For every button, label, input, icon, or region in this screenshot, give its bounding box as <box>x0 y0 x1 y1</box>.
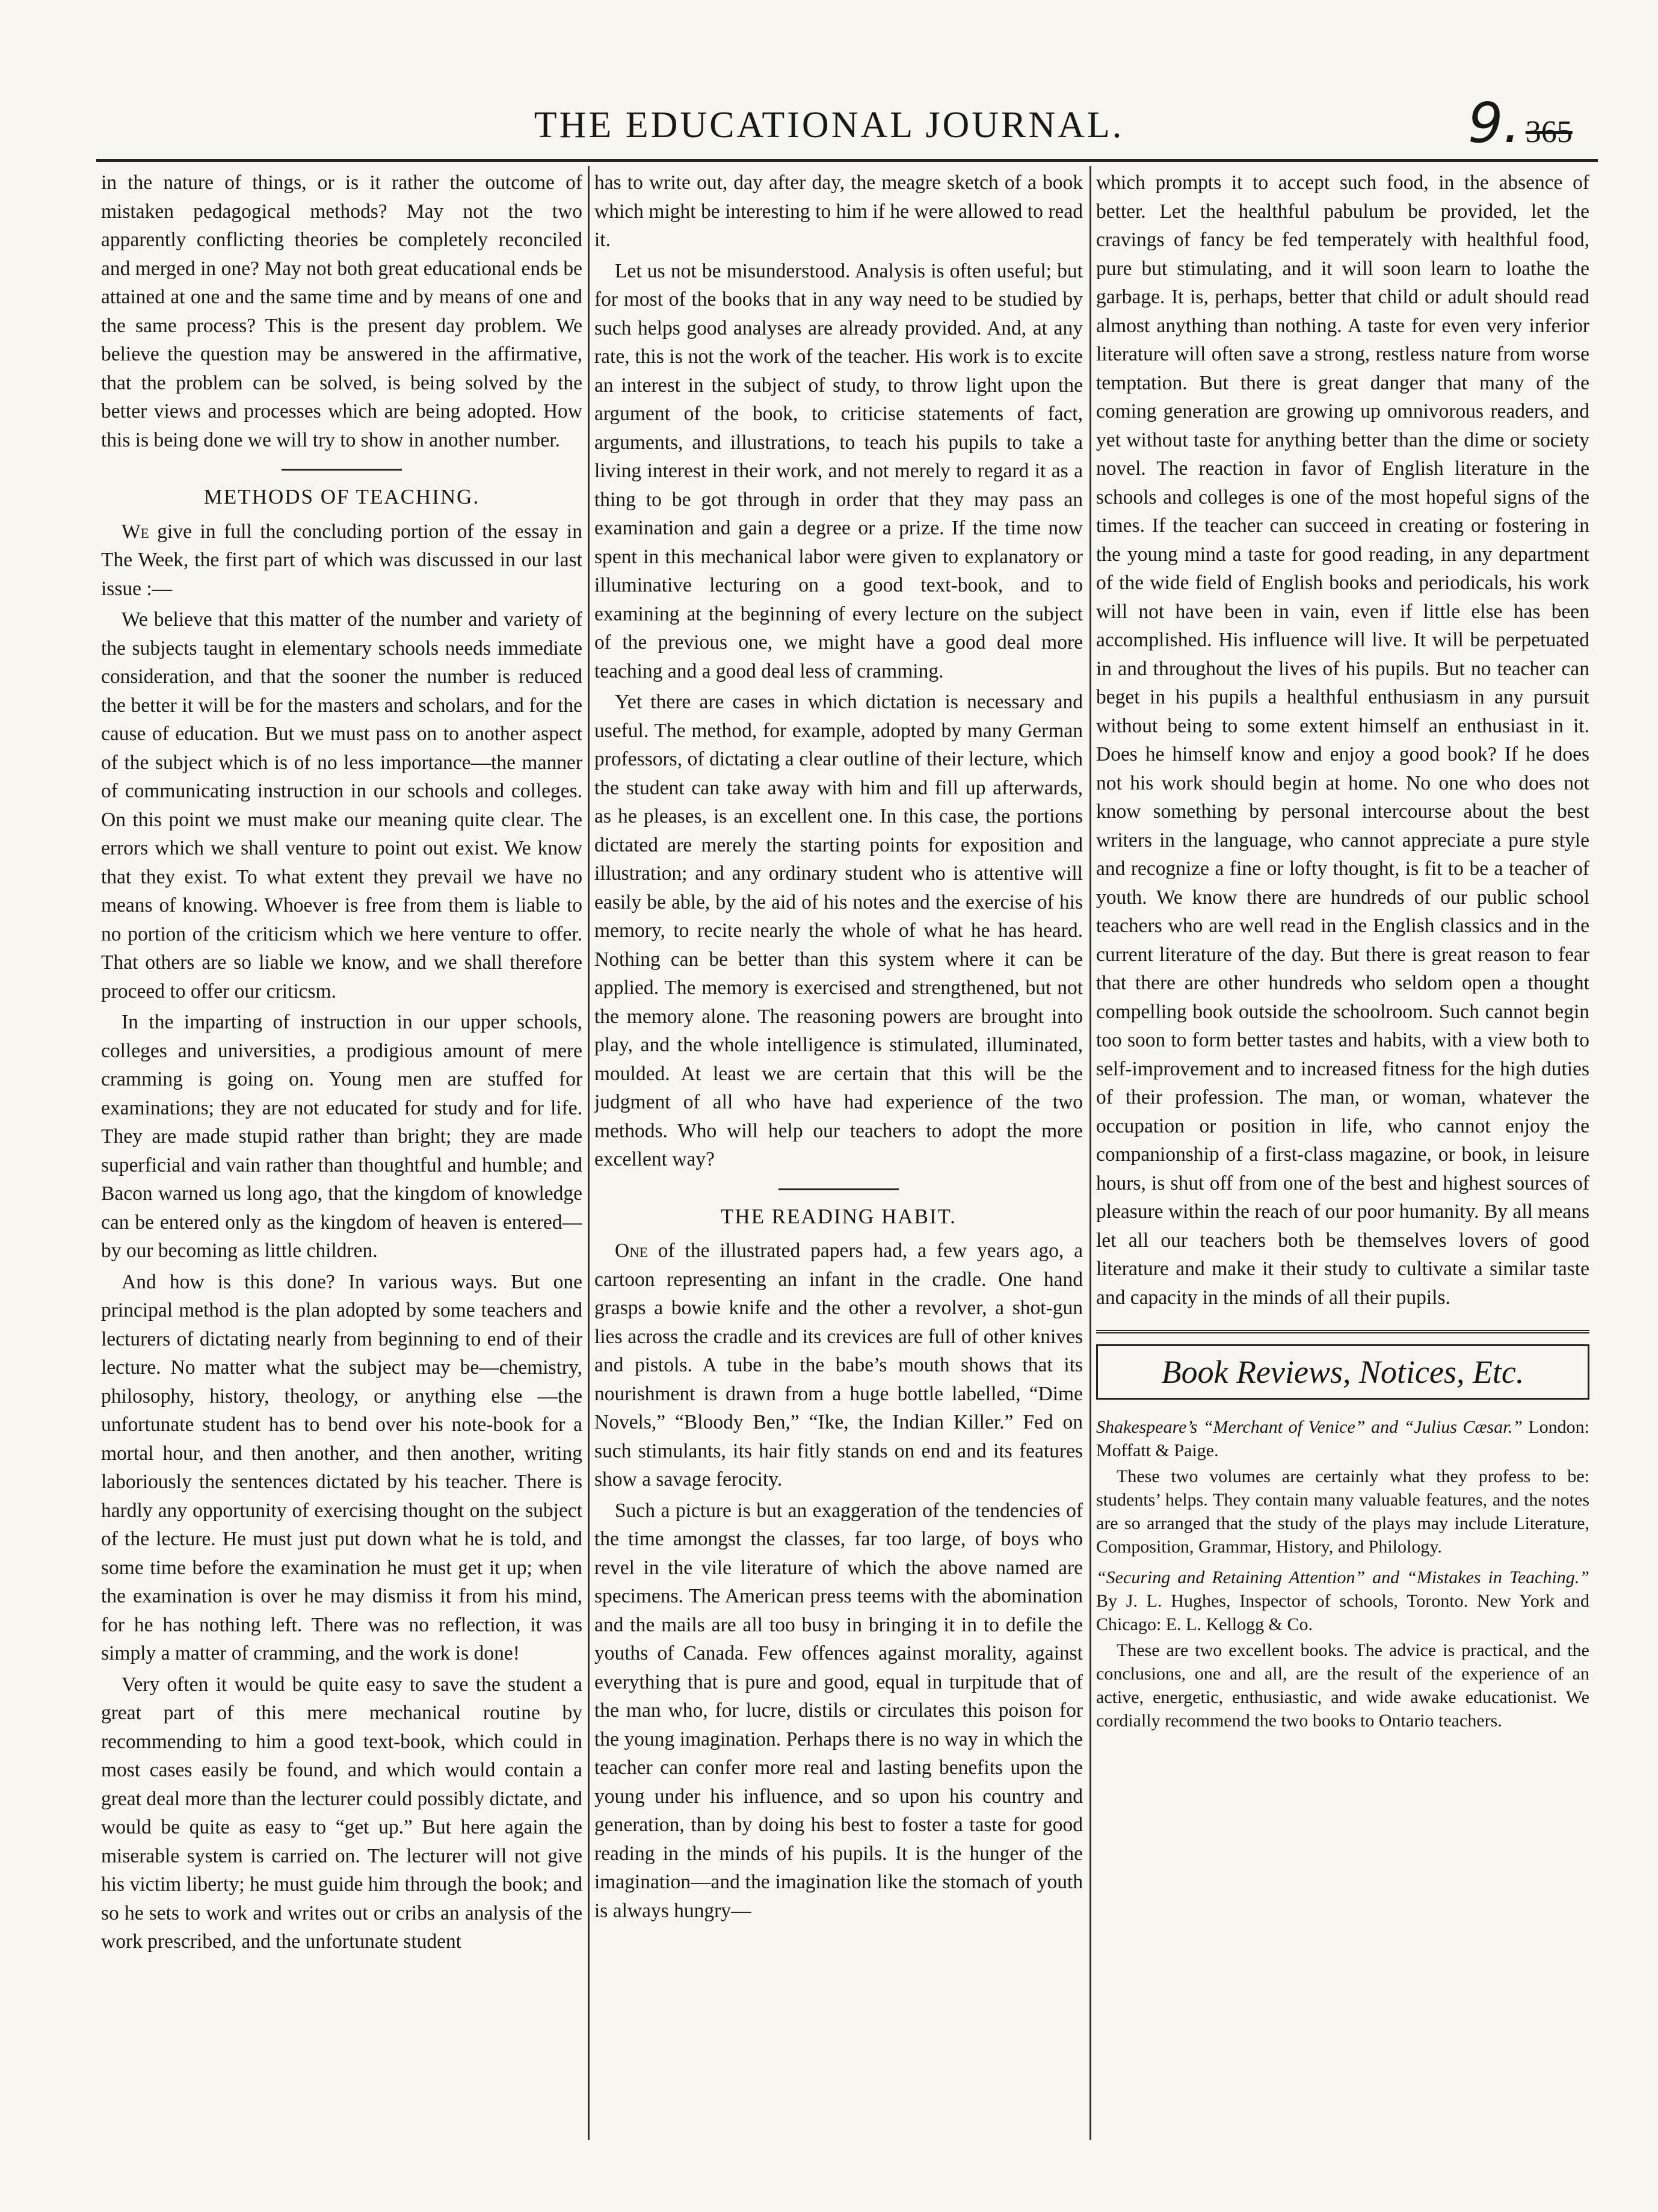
review-book-title: Shakespeare’s “Merchant of Venice” and “Julius Cæsar.” <box>1096 1417 1523 1437</box>
paragraph: Yet there are cases in which dictation is necessary and useful. The method, for example, adopted by many German professors, of dictating a clear outline of their lecture, which the student can take away with him and fill up afterwards, as he pleases, is an excellent one. In this case, the portions dictated are merely the starting points for exposition and illustration; and any ordinary student who is attentive will easily be able, by the aid of his notes and the exercise of his memory, to recite nearly the whole of what he has heard. Nothing can be better than this system where it can be applied. The memory is exercised and strengthened, but not the memory alone. The reasoning powers are brought into play, and the whole intelligence is stimulated, illuminated, moulded. At least we are certain that this will be the judgment of all who have had experience of the two methods. Who will help our teachers to adopt the more excellent way? <box>594 691 1083 1170</box>
heading-reading-habit: THE READING HABIT. <box>720 1204 957 1228</box>
struck-page-number: 365 <box>1525 115 1573 149</box>
section-separator <box>778 1188 899 1190</box>
double-rule <box>1096 1330 1589 1333</box>
column-divider-2 <box>1089 166 1091 2140</box>
review-title <box>1096 1566 1589 1636</box>
review-body: These are two excellent books. The advice is practical, and the conclusions, one and all, are the result of the experience of an active, energetic, enthusiastic, and wide awake educationist. We cordially recommend the two books to Ontario teachers. <box>1096 1640 1589 1731</box>
small-caps-word: One <box>615 1240 648 1262</box>
paragraph: And how is this done? In various ways. But one principal method is the plan adopted by some teachers and lecturers of dictating nearly from beginning to end of their lecture. No matter what the subject may be—chemistry, philosophy, history, theology, or anything else —the unfortunate student has to bend over his note-book for a mortal hour, and then another, and then another, writing laboriously the sentences dictated by his teacher. There is hardly any opportunity of exercising thought on the subject of the lecture. He must just put down what he is told, and some time before the examination he must get it up; when the examination is over he may dismiss it from his mind, for he has nothing left. There was no reflection, it was simply a matter of cramming, and the work is done! <box>101 1270 582 1664</box>
journal-masthead: THE EDUCATIONAL JOURNAL. <box>534 105 1124 146</box>
small-caps-word: We <box>122 520 149 543</box>
review-entry <box>1096 1566 1589 1732</box>
paragraph <box>101 517 582 604</box>
paragraph: We believe that this matter of the number and variety of the subjects taught in elementary schools needs immediate consideration, and that the sooner the number is reduced the better it will be for the masters and scholars, and for the cause of education. But we must pass on to another aspect of the subject which is of no less importance—the manner of communicating instruction in our schools and colleges. On this point we must make our meaning quite clear. The errors which we shall venture to point out exist. We know that they exist. To what extent they prevail we have no means of knowing. Whoever is free from them is liable to no portion of the criticism which we here venture to offer. That others are so liable we know, and we shall therefore proceed to offer our criticsm. <box>101 608 582 1003</box>
paragraph-text: of the illustrated papers had, a few years ago, a cartoon representing an infant in the cradle. One hand grasps a bowie knife and the other a revolver, a shot-gun lies across the cradle and its crevices are full of other knives and pistols. A tube in the babe’s mouth shows that its nourishment is drawn from a huge bottle labelled, “Dime Novels,” “Bloody Ben,” “Ike, the Indian Killer.” Fed on such stimulants, its hair fitly stands on end and its features show a savage ferocity. <box>594 1240 1083 1491</box>
paragraph: Such a picture is but an exaggeration of the tendencies of the time amongst the classes, far too large, of boys who revel in the vile literature of which the above named are specimens. The American press teems with the abomination and the mails are all too busy in bringing it in to defile the youths of Canada. Few offences against morality, against everything that is pure and good, equal in turpitude that of the man who, for lucre, distils or circulates this poison for the young imagination. Perhaps there is no way in which the teacher can confer more real and lasting benefits upon the young under his influence, and so upon his country and generation, than by doing his best to foster a taste for good reading in the minds of his pupils. It is the hunger of the imagination—and the imagination like the stomach of youth is always hungry— <box>594 1499 1083 1922</box>
handwritten-page-number: 9. <box>1468 91 1521 155</box>
paragraph <box>594 1237 1083 1494</box>
book-reviews-banner: Book Reviews, Notices, Etc. <box>1096 1344 1589 1400</box>
paragraph: In the imparting of instruction in our upper schools, colleges and universities, a prodigious amount of mere cramming is going on. Young men are stuffed for examinations; they are not educated for study and for life. They are made stupid rather than bright; they are made superficial and vain rather than thoughtful and humble; and Bacon warned us long ago, that the kingdom of knowledge can be entered only as the kingdom of heaven is entered—by our becoming as little children. <box>101 1011 582 1262</box>
column-divider-1 <box>588 166 590 2140</box>
paragraph: which prompts it to accept such food, in the absence of better. Let the healthful pabulum be provided, let the cravings of fancy be fed temperately with healthful food, pure but stimulating, and it will soon learn to loathe the garbage. It is, perhaps, better that child or adult should read almost anything than nothing. A taste for even very inferior literature will often save a strong, restless nature from worse temptation. But there is great danger that many of the coming generation are growing up omnivorous readers, and yet without taste for anything better than the dime or society novel. The reaction in favor of English literature in the schools and colleges is one of the most hopeful signs of the times. If the teacher can succeed in creating or fostering in the young mind a taste for good reading, in any department of the wide field of English books and periodicals, his work will not have been in vain, even if little else has been accomplished. His influence will live. It will be perpetuated in and throughout the lives of his pupils. But no teacher can beget in his pupils a healthful enthusiasm in any pursuit without being to some extent himself an enthusiast in it. Does he himself know and enjoy a good book? If he does not his work should begin at home. No one who does not know something by personal intercourse about the best writers in the language, who cannot appreciate a pure style and recognize a fine or lofty thought, is fit to be a teacher of youth. We know there are hundreds of our public school teachers who are well read in the English classics and in the current literature of the day. But there is great reason to fear that there are other hundreds who seldom open a thought compelling book outside the schoolroom. Such cannot begin too soon to form better tastes and habits, with a view both to self-improvement and to increased fitness for the high duties of their profession. The man, or woman, whatever the occupation or position in life, who cannot enjoy the companionship of a first-class magazine, or book, in leisure hours, is shut off from one of the best and highest sources of pleasure within the reach of our poor humanity. By all means let all our teachers both be themselves lovers of good literature and make it their study to cultivate a similar taste and capacity in the minds of all their pupils. <box>1096 171 1589 1309</box>
review-book-title: “Securing and Retaining Attention” and “Mistakes in Teaching.” <box>1096 1568 1589 1587</box>
review-publisher: London: Moffatt & Paige. <box>1096 1417 1589 1460</box>
column-1 <box>101 168 582 2148</box>
paragraph: Let us not be misunderstood. Analysis is often useful; but for most of the books that in any way need to be studied by such helps good analyses are already provided. And, at any rate, this is not the work of the teacher. His work is to excite an interest in the subject of study, to throw light upon the argument of the book, to criticise statements of fact, arguments, and illustrations, to teach his pupils to take a living interest in their work, and not merely to regard it as a thing to be got through in order that they may pass an examination and gain a degree or a prize. If the time now spent in this mechanical labor were given to explanatory or illuminative lecturing on a good text-book, and to examining at the beginning of every lecture on the subject of the previous one, we might have a good deal more teaching and a good deal less of cramming. <box>594 259 1083 682</box>
section-separator <box>282 469 402 471</box>
review-entry <box>1096 1415 1589 1559</box>
paragraph-text: give in full the concluding portion of the essay in The Week, the first part of which was discussed in our last issue :— <box>101 520 582 600</box>
review-body: These two volumes are certainly what they profess to be: students’ helps. They contain many valuable features, and the notes are so arranged that the study of the plays may include Literature, Composition, Grammar, History, and Philology. <box>1096 1466 1589 1557</box>
column-2 <box>594 168 1083 2148</box>
review-title <box>1096 1415 1589 1462</box>
heading-methods-of-teaching: METHODS OF TEACHING. <box>203 485 480 508</box>
review-publisher: By J. L. Hughes, Inspector of schools, Toronto. New York and Chicago: E. L. Kellogg & Co. <box>1096 1591 1589 1634</box>
page-number <box>1468 91 1612 155</box>
paragraph: in the nature of things, or is it rather the outcome of mistaken pedagogical methods? May not the two apparently conflicting theories be completely reconciled and merged in one? May not both great educational ends be attained at one and the same time and by means of one and the same process? This is the present day problem. We believe the question may be answered in the affirmative, that the problem can be solved, is being solved by the better views and processes which are being adopted. How this is being done we will try to show in another number. <box>101 171 582 451</box>
header-rule <box>96 159 1598 162</box>
paragraph: has to write out, day after day, the meagre sketch of a book which might be interesting to him if he were allowed to read it. <box>594 171 1083 251</box>
paragraph: Very often it would be quite easy to save the student a great part of this mere mechanical routine by recommending to him a good text-book, which could in most cases easily be found, and which would contain a great deal more than the lecturer could possibly dictate, and would be quite as easy to “get up.” But here again the miserable system is carried on. The lecturer will not give his victim liberty; he must guide him through the book; and so he sets to work and writes out or cribs an analysis of the work prescribed, and the unfortunate student <box>101 1673 582 1953</box>
column-3 <box>1096 168 1589 2148</box>
